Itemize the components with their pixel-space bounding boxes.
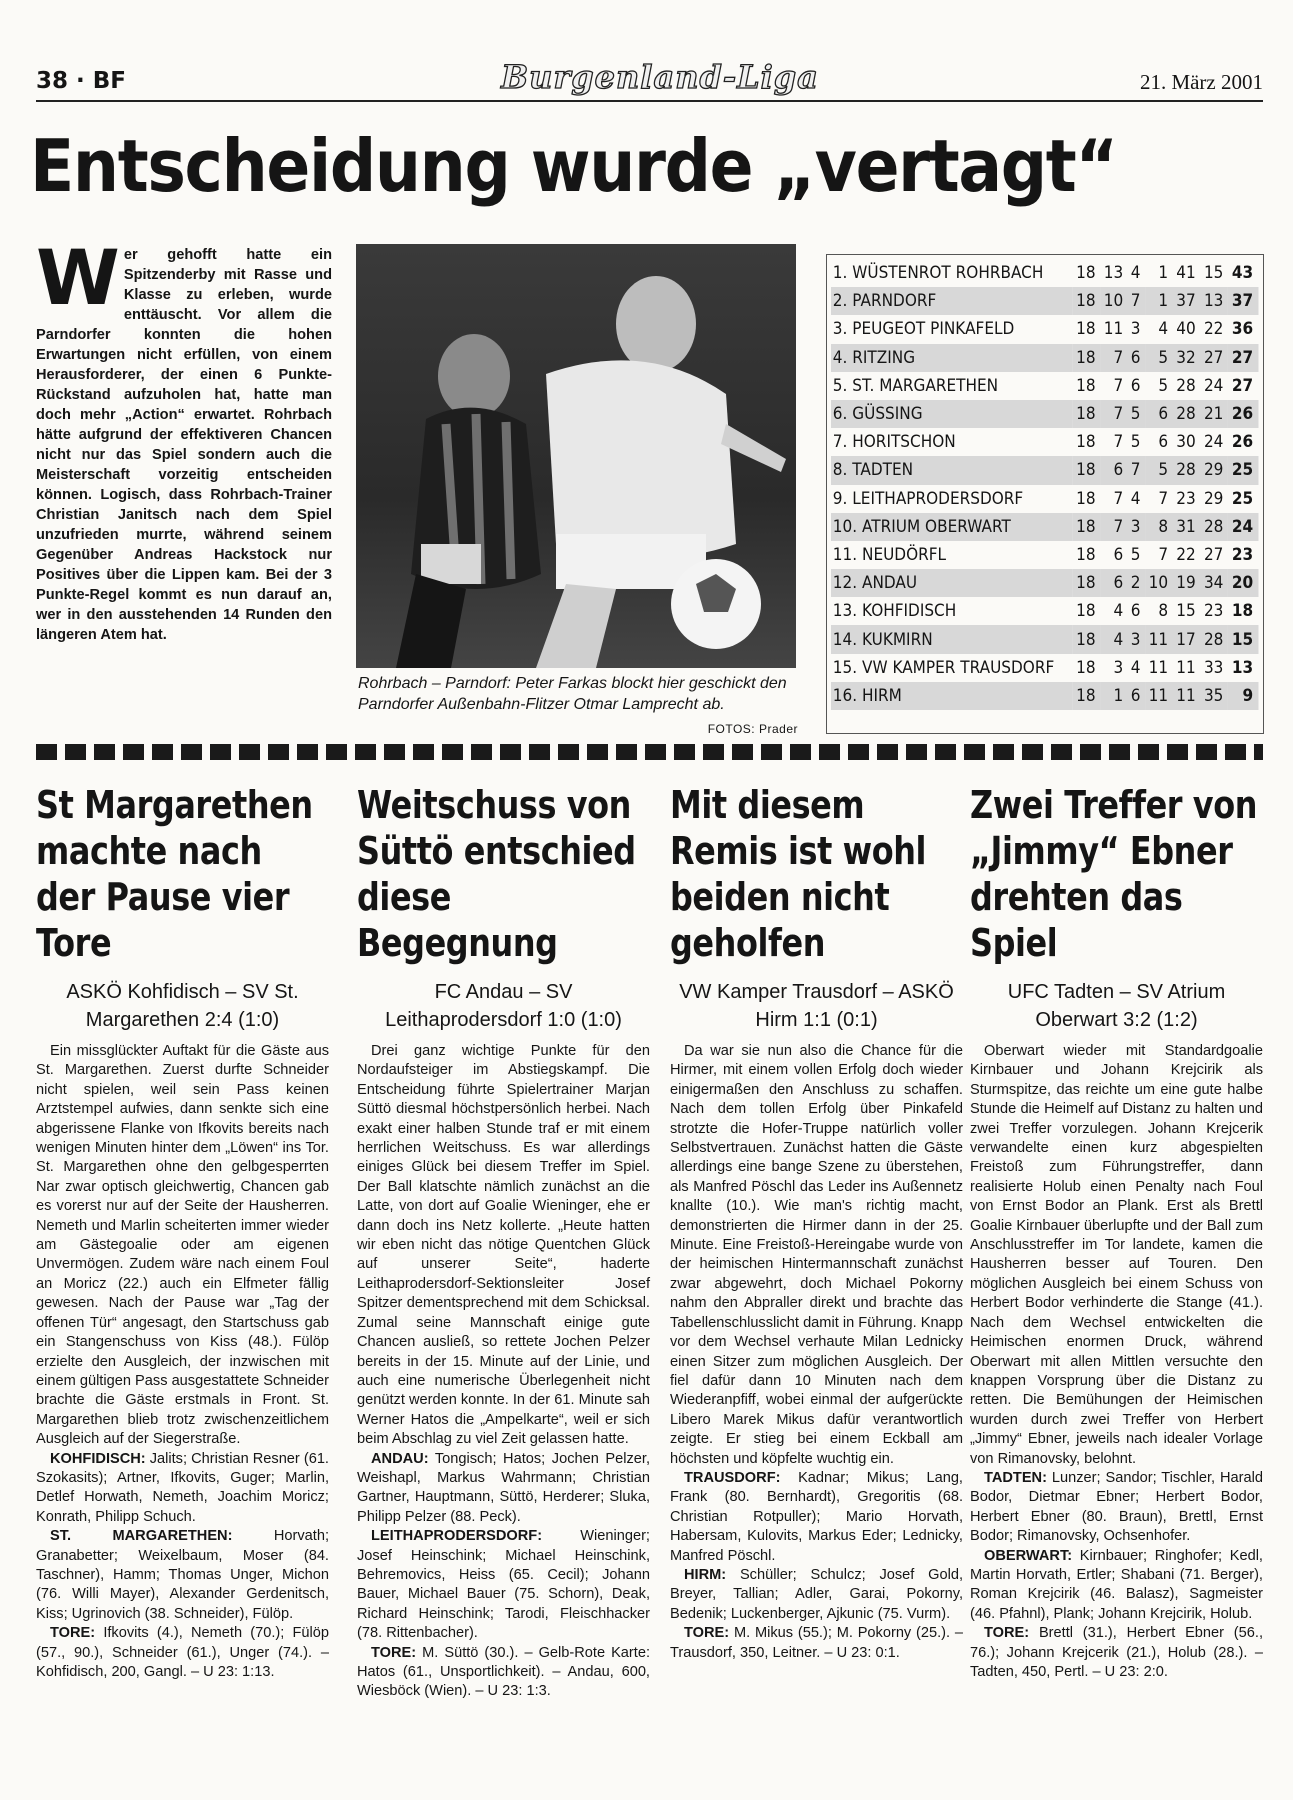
draws: 6 <box>1130 375 1141 396</box>
standings-row <box>831 513 1259 541</box>
points: 20 <box>1228 569 1259 597</box>
standings-row <box>831 541 1259 569</box>
lineup-text: Kirnbauer; Ringhofer; Kedl, Martin Horvath, Ertler; Shabani (71. Berger), Roman Krejcirik (46. Balasz), Sagmeister (46. Pfahnl), Plank; Johann Krejcirik, Holub. <box>970 1547 1263 1622</box>
lineup-text: Lunzer; Sandor; Tischler, Harald Bodor, Dietmar Ebner; Herbert Bodor, Herbert Ebner (80. Braun), Brettl, Ernst Bodor; Rimanovsky, Ochsenhofer. <box>970 1469 1263 1545</box>
goals-for: 11 <box>1176 657 1196 678</box>
lineup-line <box>970 1547 1263 1625</box>
losses: 11 <box>1145 682 1173 710</box>
standings-row <box>831 400 1259 428</box>
goals-line <box>670 1624 963 1663</box>
losses: 11 <box>1148 657 1169 678</box>
wins: 6 <box>1100 456 1128 484</box>
goals-against: 21 <box>1200 400 1228 428</box>
points: 36 <box>1231 319 1254 340</box>
team-name: 15. VW KAMPER TRAUSDORF <box>832 657 1055 678</box>
wins: 7 <box>1113 432 1124 453</box>
goals-against: 29 <box>1203 488 1224 509</box>
team-name: 13. KOHFIDISCH <box>832 601 957 622</box>
losses: 1 <box>1158 263 1169 284</box>
photo-illustration <box>356 244 796 668</box>
goals-against: 34 <box>1200 569 1228 597</box>
games-played: 18 <box>1076 601 1096 622</box>
lineup-label: ANDAU: <box>371 1450 429 1467</box>
games-played: 18 <box>1072 569 1100 597</box>
team-name: 16. HIRM <box>831 682 1072 710</box>
games-played: 18 <box>1076 432 1096 453</box>
wins: 7 <box>1113 375 1124 396</box>
goals-text: Ifkovits (4.), Nemeth (70.); Fülöp (57., 90.), Schneider (61.), Unger (74.). – Kohfidisch, 200, Gangl. – U 23: 1:13. <box>36 1625 329 1680</box>
points: 9 <box>1228 682 1259 710</box>
goals-for: 11 <box>1173 682 1201 710</box>
games-played: 18 <box>1072 400 1100 428</box>
wins: 4 <box>1113 601 1124 622</box>
team-name: 12. ANDAU <box>831 569 1072 597</box>
section-divider <box>36 744 1263 760</box>
article-3 <box>670 782 963 1663</box>
goals-label: TORE: <box>984 1625 1030 1642</box>
article-1 <box>36 782 329 1682</box>
article-body <box>970 1042 1263 1682</box>
standings-row <box>831 259 1259 287</box>
article-text: Ein missglückter Auftakt für die Gäste aus St. Margarethen. Zuerst durfte Schneider nicht spielen, weil sein Pass keinen Arztstempel aufwies, dann senkte sich eine abgerissene Flanke von Ifkovits bereits nach wenigen Minuten hinter dem „Löwen“ ins Tor. St. Margarethen ohne den gelbgesperrten Nar zwar optisch gleichwertig, Chancen gab es vorerst nur auf der Seite der Hausherren. Nemeth und Marlin scheiterten immer wieder am Gästegoalie oder am eigenen Unvermögen. Zudem wäre nach einem Foul an Moricz (22.) auch ein Elfmeter fällig gewesen. Nach der Pause war „Tag der offenen Tür“ angesagt, den Startschuss gab ein Stangenschuss von Kiss (48.). Fülöp erzielte den Ausgleich, der inzwischen mit einem gültigen Pass ausgestattete Schneider brachte die Gäste erstmals in Front. St. Margarethen blieb trotz zwischenzeitlichem Ausgleich auf der Siegerstraße. <box>36 1043 329 1448</box>
goals-for: 28 <box>1176 375 1196 396</box>
article-body <box>36 1042 329 1682</box>
draws: 7 <box>1128 287 1145 315</box>
goals-against: 27 <box>1200 344 1228 372</box>
standings-row <box>831 372 1259 400</box>
standings-table <box>826 254 1264 734</box>
header-rule <box>36 100 1263 102</box>
lineup-label: OBERWART: <box>984 1547 1073 1564</box>
lineup-label: KOHFIDISCH: <box>50 1450 146 1467</box>
goals-for: 31 <box>1173 513 1201 541</box>
goals-against: 22 <box>1203 319 1224 340</box>
wins: 13 <box>1103 263 1124 284</box>
article-headline: Weitschuss von Süttö entschied diese Begegnung <box>357 783 636 965</box>
losses: 7 <box>1158 544 1169 565</box>
lineup-label: TRAUSDORF: <box>684 1469 781 1486</box>
lineup-label: TADTEN: <box>984 1469 1047 1486</box>
goals-against: 24 <box>1203 375 1224 396</box>
lineup-label: LEITHAPRODERSDORF: <box>371 1528 543 1545</box>
photo-caption <box>358 673 798 740</box>
lineup-label: HIRM: <box>684 1566 727 1583</box>
games-played: 18 <box>1072 287 1100 315</box>
match-result: UFC Tadten – SV Atrium Oberwart 3:2 (1:2) <box>1007 981 1226 1031</box>
goals-line <box>357 1644 650 1702</box>
team-name: 4. RITZING <box>831 344 1072 372</box>
caption-text: Rohrbach – Parndorf: Peter Farkas blockt hier geschickt den Parndorfer Außenbahn-Flitzer Otmar Lamprecht ab. <box>358 675 787 713</box>
match-result: ASKÖ Kohfidisch – SV St. Margarethen 2:4 (1:0) <box>66 981 299 1031</box>
games-played: 18 <box>1076 375 1096 396</box>
goals-against: 33 <box>1203 657 1224 678</box>
goals-for: 30 <box>1176 432 1196 453</box>
lineup-line <box>670 1566 963 1624</box>
intro-text <box>36 233 332 645</box>
goals-text: Brettl (31.), Herbert Ebner (56., 76.); Johann Krejcerik (21.), Holub (28.). – Tadten, 450, Pertl. – U 23: 2:0. <box>970 1625 1263 1680</box>
goals-label: TORE: <box>371 1644 417 1661</box>
team-name: 11. NEUDÖRFL <box>832 544 947 565</box>
goals-against: 29 <box>1200 456 1228 484</box>
intro-body: er gehofft hatte ein Spitzenderby mit Rasse und Klasse zu erleben, wurde enttäuscht. Vor allem die Parndorfer konnten die hohen Erwartungen nicht erfüllen, von einem Herausforderer, der einen 6 Punkte-Rückstand aufzuholen hat, hatte man doch mehr „Action“ erwartet. Rohrbach hätte aufgrund der effektiveren Chancen nicht nur das Spiel sondern auch die Meisterschaft vorzeitig entscheiden können. Logisch, dass Rohrbach-Trainer Christian Janitsch nach dem Spiel unzufrieden murrte, während seinem Gegenüber Andreas Hackstock nur Positives über die Lippen kam. Bei der 3 Punkte-Regel kommt es nun darauf an, wer in den ausstehenden 14 Runden den längeren Atem hat. <box>36 247 332 643</box>
draws: 5 <box>1128 400 1145 428</box>
points: 25 <box>1231 488 1254 509</box>
standings-row <box>831 654 1259 682</box>
games-played: 18 <box>1076 488 1096 509</box>
games-played: 18 <box>1072 682 1100 710</box>
article-text: Da war sie nun also die Chance für die Hirmer, mit einem vollen Erfolg doch wieder einigermaßen den Anschluss zu schaffen. Nach dem tollen Erfolg über Pinkafeld strotzte die Hofer-Truppe natürlich voller Selbstvertrauen. Zunächst hatten die Gäste allerdings eine bange Szene zu überstehen, als Manfred Pöschl das Leder ins Außennetz knallte (10.). Wie man's richtig macht, demonstrierten die Hirmer dann in der 25. Minute. Eine Freistoß-Hereingabe wurde von der heimischen Hintermannschaft zunächst zwar abgewehrt, doch Michael Pokorny nahm den Abpraller direkt und brachte das Tabellenschlusslicht damit in Führung. Knapp vor dem Wechsel verhaute Milan Lednicky einen Sitzer zum möglichen Ausgleich. Der fiel dafür dann 10 Minuten nach dem Wiederanpfiff, wobei einmal der aufgerückte Libero Marek Mikus dafür verantwortlich zeigte. Er stieg bei einem Eckball am höchsten und köpfelte wuchtig ein. <box>670 1043 963 1467</box>
points: 43 <box>1231 263 1254 284</box>
points: 27 <box>1231 375 1254 396</box>
goals-against: 24 <box>1203 432 1224 453</box>
article-4 <box>970 782 1263 1682</box>
goals-against: 23 <box>1203 601 1224 622</box>
draws: 6 <box>1128 682 1145 710</box>
draws: 4 <box>1130 488 1141 509</box>
draws: 4 <box>1130 657 1141 678</box>
team-name: 14. KUKMIRN <box>831 625 1072 653</box>
goals-against: 27 <box>1203 544 1224 565</box>
lineup-line <box>357 1527 650 1643</box>
goals-against: 15 <box>1203 263 1224 284</box>
points: 15 <box>1228 625 1259 653</box>
match-photo <box>356 244 796 668</box>
points: 25 <box>1228 456 1259 484</box>
lineup-text: Wieninger; Josef Heinschink; Michael Heinschink, Behremovics, Heiss (65. Cecil); Johann Bauer, Michael Bauer (75. Schorn), Deak, Richard Heinschink; Tarodi, Fleischhacker (78. Rittenbacher). <box>357 1528 650 1642</box>
draws: 6 <box>1128 344 1145 372</box>
team-name: 8. TADTEN <box>831 456 1072 484</box>
games-played: 18 <box>1076 319 1096 340</box>
losses: 5 <box>1145 344 1173 372</box>
standings-grid <box>831 259 1259 710</box>
goals-for: 28 <box>1173 400 1201 428</box>
goals-text: M. Mikus (55.); M. Pokorny (25.). – Trausdorf, 350, Leitner. – U 23: 0:1. <box>670 1625 963 1661</box>
wins: 6 <box>1100 569 1128 597</box>
games-played: 18 <box>1076 657 1096 678</box>
team-name: 7. HORITSCHON <box>832 432 956 453</box>
lineup-line <box>36 1527 329 1624</box>
standings-row <box>831 485 1259 513</box>
lineup-text: Kadnar; Mikus; Lang, Frank (80. Bernhardt), Gregoritis (68. Christian Rotpuller); Mario Horvath, Habersam, Kulovits, Markus Eder; Lednicky, Manfred Pöschl. <box>670 1469 963 1564</box>
standings-row <box>831 597 1259 625</box>
goals-for: 23 <box>1176 488 1196 509</box>
issue-date: 21. März 2001 <box>1139 70 1263 94</box>
standings-row <box>831 428 1259 456</box>
article-headline: Zwei Treffer von „Jimmy“ Ebner drehten das Spiel <box>970 783 1258 965</box>
losses: 4 <box>1158 319 1169 340</box>
wins: 7 <box>1100 513 1128 541</box>
team-name: 1. WÜSTENROT ROHRBACH <box>832 263 1044 284</box>
section-title: Burgenland-Liga <box>501 58 819 96</box>
draws: 4 <box>1130 263 1141 284</box>
article-body <box>670 1042 963 1663</box>
wins: 7 <box>1100 344 1128 372</box>
team-name: 10. ATRIUM OBERWART <box>831 513 1072 541</box>
goals-label: TORE: <box>684 1625 730 1642</box>
article-body <box>357 1042 650 1702</box>
points: 23 <box>1231 544 1254 565</box>
losses: 7 <box>1158 488 1169 509</box>
article-text: Oberwart wieder mit Standardgoalie Kirnbauer und Johann Krejcirik als Sturmspitze, das reichte um eine gute halbe Stunde die Heimelf auf Distanz zu halten und zwei Treffer vorzulegen. Johann Krejcerik verwandelte einen kurz abgespielten Freistoß zum Führungstreffer, dann realisierte Holub einen Penalty nach Foul von Ernst Bodor an Plank. Erst als Brettl Goalie Kirnbauer überlupfte und der Ball zum Anschlusstreffer im Tor landete, kamen die Hausherren besser auf Touren. Den möglichen Ausgleich bei einem Schuss von Herbert Bodor verhinderte die Stange (41.). Nach dem Wechsel entwickelten die Heimischen enormen Druck, während Oberwart mit allen Mittlen versuchte den knappen Vorsprung über die Distanz zu retten. Die Bemühungen der Heimischen wurden durch zwei Treffer von Herbert „Jimmy“ Ebner, jeweils nach idealer Vorlage von Rimanovsky, belohnt. <box>970 1043 1263 1467</box>
team-name: 5. ST. MARGARETHEN <box>832 375 999 396</box>
points: 13 <box>1231 657 1254 678</box>
match-result: VW Kamper Trausdorf – ASKÖ Hirm 1:1 (0:1) <box>679 981 954 1031</box>
lineup-line <box>670 1469 963 1566</box>
team-name: 6. GÜSSING <box>831 400 1072 428</box>
lineup-line <box>970 1469 1263 1547</box>
games-played: 18 <box>1072 456 1100 484</box>
lineup-label: ST. MARGARETHEN: <box>50 1528 233 1545</box>
wins: 7 <box>1113 488 1124 509</box>
draws: 3 <box>1128 513 1145 541</box>
standings-row <box>831 344 1259 372</box>
goals-against: 28 <box>1200 625 1228 653</box>
lineup-line <box>357 1450 650 1528</box>
games-played: 18 <box>1076 263 1096 284</box>
wins: 6 <box>1113 544 1124 565</box>
games-played: 18 <box>1072 625 1100 653</box>
losses: 6 <box>1145 400 1173 428</box>
goals-against: 35 <box>1200 682 1228 710</box>
team-name: 9. LEITHAPRODERSDORF <box>832 488 1024 509</box>
points: 26 <box>1228 400 1259 428</box>
losses: 8 <box>1145 513 1173 541</box>
lineup-line <box>36 1450 329 1528</box>
games-played: 18 <box>1072 344 1100 372</box>
goals-for: 22 <box>1176 544 1196 565</box>
standings-row <box>831 315 1259 343</box>
lineup-text: Horvath; Granabetter; Weixelbaum, Moser (84. Taschner), Hamm; Thomas Unger, Michon (76. Willi Mayer), Alexander Gerdenitsch, Kiss; Ugrinovich (38. Schneider), Fülöp. <box>36 1528 329 1622</box>
article-2 <box>357 782 650 1702</box>
standings-row <box>831 287 1259 315</box>
points: 27 <box>1228 344 1259 372</box>
draws: 5 <box>1130 432 1141 453</box>
goals-for: 19 <box>1173 569 1201 597</box>
goals-against: 13 <box>1200 287 1228 315</box>
draws: 2 <box>1128 569 1145 597</box>
points: 26 <box>1231 432 1254 453</box>
standings-row <box>831 682 1259 710</box>
wins: 4 <box>1100 625 1128 653</box>
goals-text: M. Süttö (30.). – Gelb-Rote Karte: Hatos (61., Unsportlichkeit). – Andau, 600, Wiesböck (Wien). – U 23: 1:3. <box>357 1644 651 1700</box>
article-headline: St Margarethen machte nach der Pause vier Tore <box>36 783 313 965</box>
goals-for: 40 <box>1176 319 1196 340</box>
draws: 3 <box>1128 625 1145 653</box>
games-played: 18 <box>1072 513 1100 541</box>
draws: 5 <box>1130 544 1141 565</box>
games-played: 18 <box>1076 544 1096 565</box>
main-headline: Entscheidung wurde „vertagt“ <box>30 124 1117 208</box>
wins: 3 <box>1113 657 1124 678</box>
article-text: Drei ganz wichtige Punkte für den Nordaufsteiger im Abstiegskampf. Die Entscheidung führte Spielertrainer Marjan Süttö diesmal höchstpersönlich herbei. Nach exakt einer halben Stunde traf er mit einem herrlichen Weitschuss. Es war allerdings einiges Glück bei diesem Treffer im Spiel. Der Ball klatschte nämlich zunächst an die Latte, von dort auf Goalie Wieninger, ehe er dann doch ins Netz kollerte. „Heute hatten wir eben nicht das nötige Quentchen Glück auf unserer Seite“, haderte Leithaprodersdorf-Sektionsleiter Josef Spitzer dementsprechend mit dem Schicksal. Zumal seine Mannschaft einige gute Chancen ausließ, so rettete Jochen Pelzer bereits in der 15. Minute auf der Linie, und auch eine numerische Überlegenheit nicht genützt werden konnte. In der 61. Minute sah Werner Hatos die „Ampelkarte“, weil er sich beim Abschlag zu viel Zeit gelassen hatte. <box>357 1043 650 1448</box>
losses: 8 <box>1158 601 1169 622</box>
points: 37 <box>1228 287 1259 315</box>
wins: 7 <box>1100 400 1128 428</box>
losses: 10 <box>1145 569 1173 597</box>
points: 24 <box>1228 513 1259 541</box>
match-result: FC Andau – SV Leithaprodersdorf 1:0 (1:0) <box>385 981 622 1031</box>
goals-for: 32 <box>1173 344 1201 372</box>
wins: 11 <box>1103 319 1124 340</box>
photo-credit: FOTOS: Prader <box>707 722 798 736</box>
standings-row <box>831 569 1259 597</box>
article-headline: Mit diesem Remis ist wohl beiden nicht geholfen <box>670 783 927 965</box>
goals-for: 41 <box>1176 263 1196 284</box>
losses: 11 <box>1145 625 1173 653</box>
goals-for: 17 <box>1173 625 1201 653</box>
losses: 6 <box>1158 432 1169 453</box>
wins: 1 <box>1100 682 1128 710</box>
goals-for: 28 <box>1173 456 1201 484</box>
goals-against: 28 <box>1200 513 1228 541</box>
team-name: 3. PEUGEOT PINKAFELD <box>832 319 1015 340</box>
goals-line <box>970 1624 1263 1682</box>
goals-for: 37 <box>1173 287 1201 315</box>
lineup-text: Jalits; Christian Resner (61. Szokasits); Artner, Ifkovits, Guger; Marlin, Detlef Horwath, Nemeth, Joachim Moricz; Konrath, Philipp Schuch. <box>36 1450 329 1525</box>
draws: 6 <box>1130 601 1141 622</box>
page-number: 38 · BF <box>36 68 127 94</box>
losses: 5 <box>1158 375 1169 396</box>
lineup-text: Tongisch; Hatos; Jochen Pelzer, Weishapl, Markus Wahrmann; Christian Gartner, Hauptmann, Süttö, Herderer; Sluka, Philipp Pelzer (88. Peck). <box>357 1450 651 1525</box>
goals-for: 15 <box>1176 601 1196 622</box>
losses: 1 <box>1145 287 1173 315</box>
team-name: 2. PARNDORF <box>831 287 1072 315</box>
goals-label: TORE: <box>50 1625 96 1642</box>
points: 18 <box>1231 601 1254 622</box>
lineup-text: Schüller; Schulcz; Josef Gold, Breyer, Tallian; Adler, Garai, Pokorny, Bedenik; Luckenberger, Ajkunic (75. Vurm). <box>670 1566 964 1622</box>
draws: 7 <box>1128 456 1145 484</box>
draws: 3 <box>1130 319 1141 340</box>
standings-row <box>831 625 1259 653</box>
standings-row <box>831 456 1259 484</box>
losses: 5 <box>1145 456 1173 484</box>
wins: 10 <box>1100 287 1128 315</box>
goals-line <box>36 1624 329 1682</box>
drop-cap: W <box>36 233 120 322</box>
